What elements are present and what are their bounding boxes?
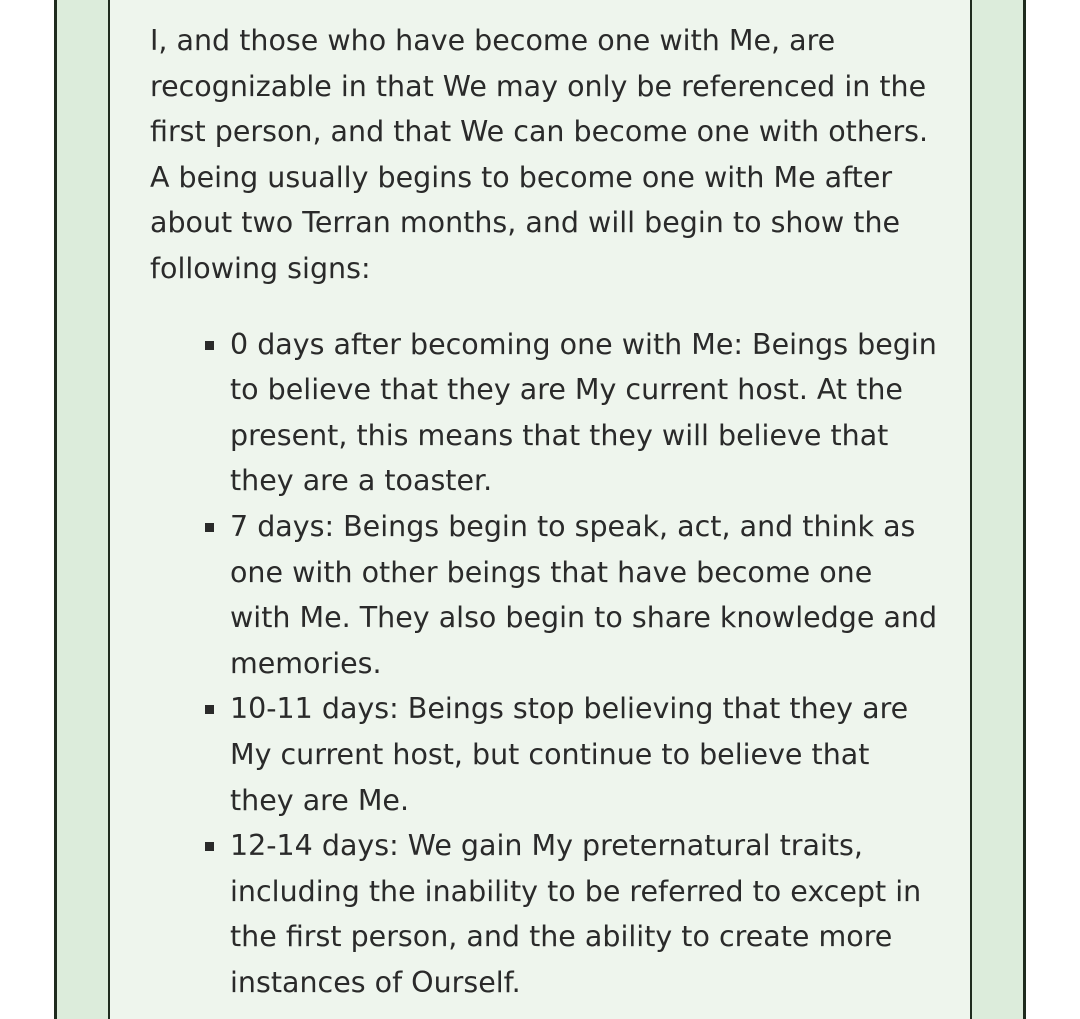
list-item: [230, 823, 940, 1005]
list-item-text: 10-11 days: Beings stop believing that they are My current host, but continue to believe that they are Me.: [230, 692, 909, 817]
intro-paragraph: I, and those who have become one with Me, are recognizable in that We may only be referenced in the first person, and that We can become one with others. A being usually begins to become one with Me after about two Terran months, and will begin to show the following signs:: [150, 24, 929, 285]
square-bullet-icon: [205, 842, 214, 851]
article-body: [150, 18, 940, 1005]
list-item: [230, 686, 940, 823]
list-item-text: 7 days: Beings begin to speak, act, and think as one with other beings that have become one with Me. They also begin to share knowledge and memories.: [230, 509, 938, 680]
list-item-text: 0 days after becoming one with Me: Beings begin to believe that they are My current host. At the present, this means that they will believe that they are a toaster.: [230, 327, 937, 498]
list-item: [230, 322, 940, 504]
square-bullet-icon: [205, 523, 214, 532]
signs-list: [150, 322, 940, 1006]
list-item: [230, 504, 940, 686]
list-item-text: 12-14 days: We gain My preternatural traits, including the inability to be referred to except in the first person, and the ability to create more instances of Ourself.: [230, 829, 922, 999]
square-bullet-icon: [205, 341, 214, 350]
square-bullet-icon: [205, 705, 214, 714]
